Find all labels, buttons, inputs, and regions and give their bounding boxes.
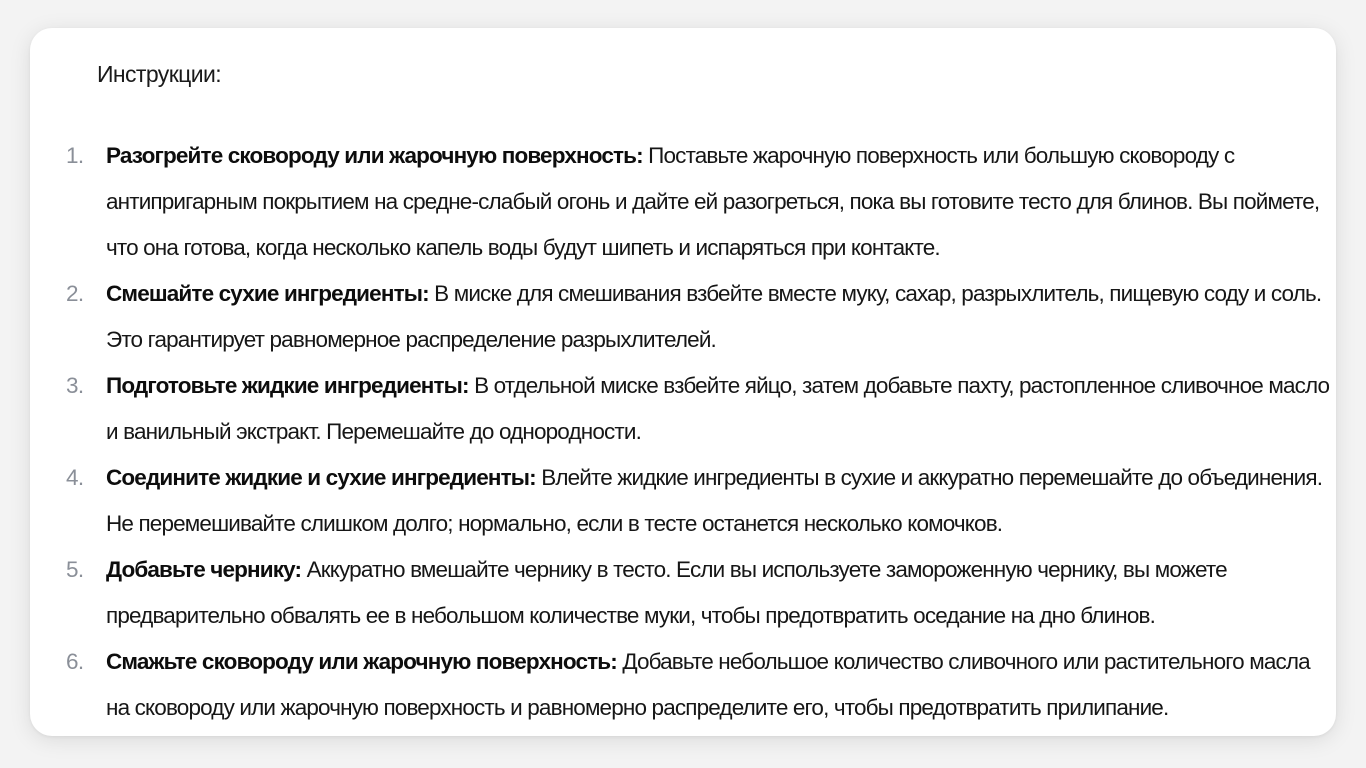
step-title: Добавьте чернику:	[106, 557, 302, 582]
step-body	[106, 547, 1334, 639]
step-text: Добавьте небольшое количество сливочного или растительного масла на сковороду или жарочную поверхность и равномерно распределите его, чтобы предотвратить прилипание.	[106, 649, 1310, 720]
step-title: Смешайте сухие ингредиенты:	[106, 281, 429, 306]
instructions-list	[66, 133, 1334, 731]
list-item	[66, 455, 1334, 547]
step-text: В миске для смешивания взбейте вместе муку, сахар, разрыхлитель, пищевую соду и соль. Это гарантирует равномерное распределение разрыхлителей.	[106, 281, 1322, 352]
step-body	[106, 271, 1334, 363]
step-title: Соедините жидкие и сухие ингредиенты:	[106, 465, 536, 490]
step-body	[106, 455, 1334, 547]
step-text: Поставьте жарочную поверхность или большую сковороду с антипригарным покрытием на средне-слабый огонь и дайте ей разогреться, пока вы готовите тесто для блинов. Вы поймете, что она готова, когда несколько капель воды будут шипеть и испаряться при контакте.	[106, 143, 1320, 260]
list-item	[66, 133, 1334, 271]
step-number: 4.	[66, 465, 84, 490]
step-number: 3.	[66, 373, 84, 398]
step-body	[106, 639, 1334, 731]
list-item	[66, 639, 1334, 731]
step-text: Влейте жидкие ингредиенты в сухие и аккуратно перемешайте до объединения. Не перемешивайте слишком долго; нормально, если в тесте останется несколько комочков.	[106, 465, 1323, 536]
step-body	[106, 133, 1334, 271]
step-text: В отдельной миске взбейте яйцо, затем добавьте пахту, растопленное сливочное масло и ванильный экстракт. Перемешайте до однородности.	[106, 373, 1330, 444]
message-card	[30, 28, 1336, 736]
step-body	[106, 363, 1334, 455]
step-number: 5.	[66, 557, 84, 582]
step-title: Смажьте сковороду или жарочную поверхность:	[106, 649, 617, 674]
step-text: Аккуратно вмешайте чернику в тесто. Если вы используете замороженную чернику, вы можете предварительно обвалять ее в небольшом количестве муки, чтобы предотвратить оседание на дно блинов.	[106, 557, 1227, 628]
instructions-heading: Инструкции:	[97, 61, 222, 87]
step-number: 1.	[66, 143, 84, 168]
list-item	[66, 547, 1334, 639]
list-item	[66, 363, 1334, 455]
step-number: 2.	[66, 281, 84, 306]
step-number: 6.	[66, 649, 84, 674]
step-title: Разогрейте сковороду или жарочную поверхность:	[106, 143, 643, 168]
list-item	[66, 271, 1334, 363]
step-title: Подготовьте жидкие ингредиенты:	[106, 373, 469, 398]
